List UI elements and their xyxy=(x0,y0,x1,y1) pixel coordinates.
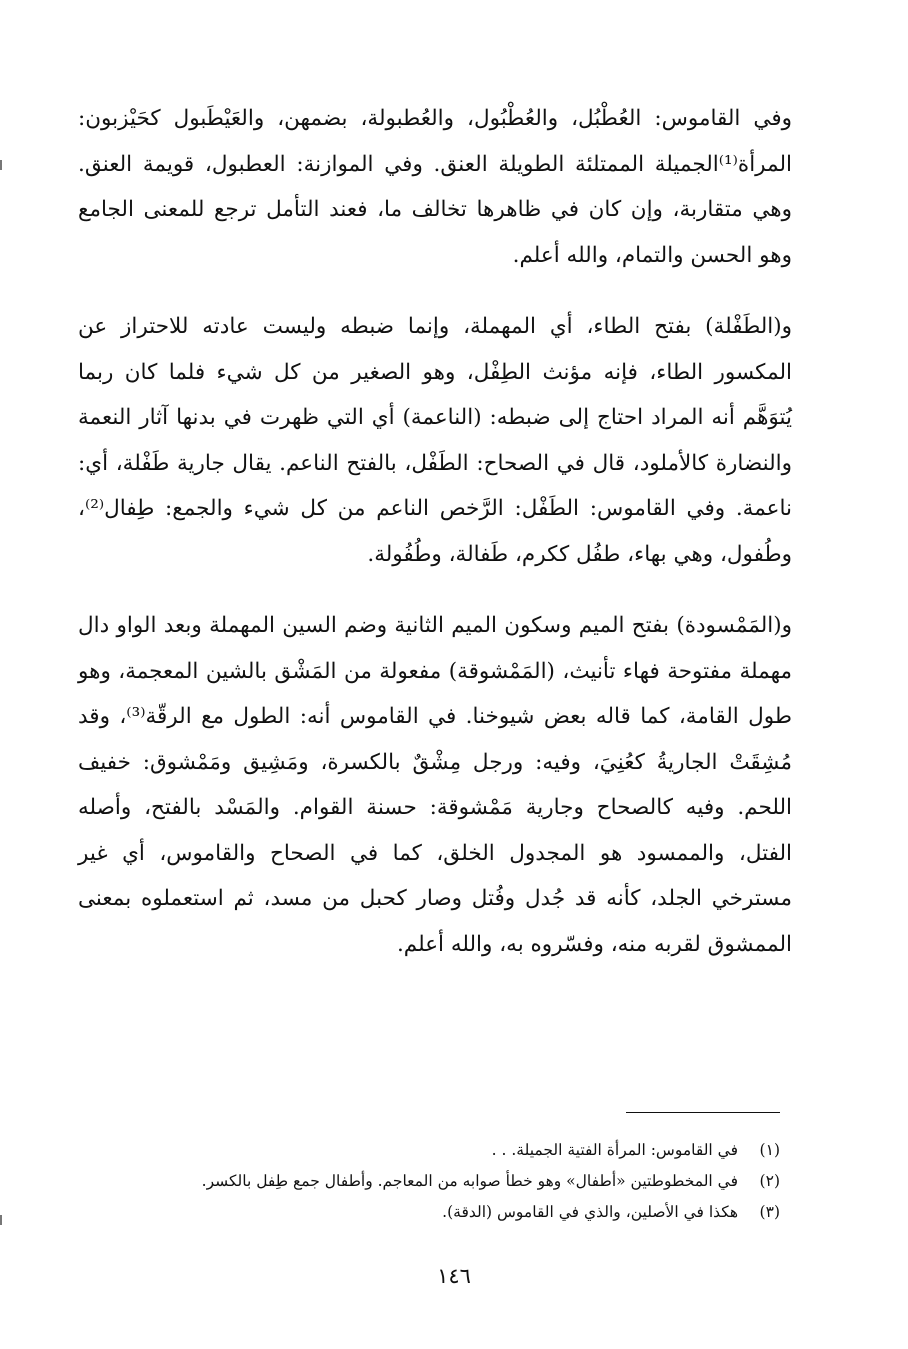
footnote-number: (٢) xyxy=(759,1172,780,1190)
footnote-number: (٣) xyxy=(759,1203,780,1221)
footnote-text: في القاموس: المرأة الفتية الجميلة. . . xyxy=(491,1141,738,1159)
footnote-number: (١) xyxy=(759,1141,780,1159)
footnotes xyxy=(100,1135,780,1228)
footnote-text: هكذا في الأصلين، والذي في القاموس (الدقة). xyxy=(442,1203,738,1221)
page-body xyxy=(78,96,792,967)
footnote-1 xyxy=(100,1135,780,1166)
paragraph-2: و(الطَفْلة) بفتح الطاء، أي المهملة، وإنما ضبطه وليست عادته للاحتراز عن المكسور الطاء، فإنه مؤنث الطِفْل، وهو الصغير من كل شيء فلما كان ربما يُتوَهَّم أنه المراد احتاج إلى ضبطه: (الناعمة) أي التي ظهرت في بدنها آثار النعمة والنضارة كالأملود، قال في الصحاح: الطَفْل، بالفتح الناعم. يقال جارية طَفْلة، أي: ناعمة. وفي القاموس: الطَفْل: الرَّخص الناعم من كل شيء والجمع: طِفال⁽²⁾، وطُفول، وهي بهاء، طفُل ككرم، طَفالة، وطُفُولة. xyxy=(78,314,792,567)
footnote-3 xyxy=(100,1197,780,1228)
paragraph-1: وفي القاموس: العُطْبُل، والعُطْبُول، والعُطبولة، بضمهن، والعَيْطَبول كحَيْزبون: المرأة⁽¹⁾الجميلة الممتلئة الطويلة العنق. وفي الموازنة: العطبول، قويمة العنق. وهي متقاربة، وإن كان في ظاهرها تخالف ما، فعند التأمل ترجع للمعنى الجامع وهو الحسن والتمام، والله أعلم. xyxy=(78,106,792,268)
scan-edge-mark xyxy=(0,160,2,170)
footnote-2 xyxy=(100,1166,780,1197)
page-number: ١٤٦ xyxy=(437,1264,471,1288)
footnote-separator xyxy=(626,1112,780,1113)
paragraph-3: و(المَمْسودة) بفتح الميم وسكون الميم الثانية وضم السين المهملة وبعد الواو دال مهملة مفتوحة فهاء تأنيث، (المَمْشوقة) مفعولة من المَشْق بالشين المعجمة، وهو طول القامة، كما قاله بعض شيوخنا. في القاموس أنه: الطول مع الرقّة⁽³⁾، وقد مُشِقَتْ الجاريةُ كعُنِيَ، وفيه: ورجل مِشْقٌ بالكسرة، ومَشِيق ومَمْشوق: خفيف اللحم. وفيه كالصحاح وجارية مَمْشوقة: حسنة القوام. والمَسْد بالفتح، وأصله الفتل، والممسود هو المجدول الخلق، كما في الصحاح والقاموس، أي غير مسترخي الجلد، كأنه قد جُدل وفُتل وصار كحبل من مسد، ثم استعملوه بمعنى الممشوق لقربه منه، وفسّروه به، والله أعلم. xyxy=(78,613,793,957)
scan-edge-mark xyxy=(0,1215,2,1225)
footnote-text: في المخطوطتين «أطفال» وهو خطأ صوابه من المعاجم. وأطفال جمع طِفل بالكسر. xyxy=(201,1172,738,1190)
